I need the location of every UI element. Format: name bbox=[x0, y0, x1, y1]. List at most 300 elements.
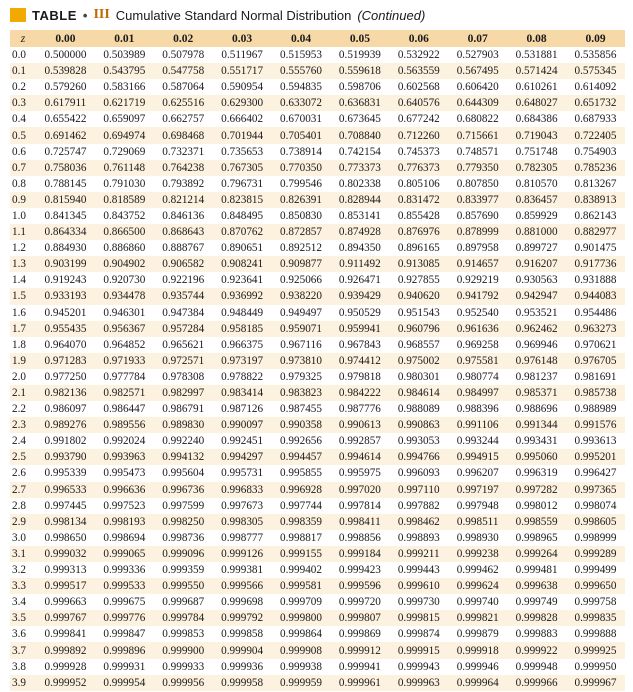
probability-cell: 0.996736 bbox=[162, 483, 205, 496]
probability-cell: 0.625516 bbox=[162, 97, 205, 110]
probability-cell: 0.892512 bbox=[280, 242, 322, 255]
probability-cell: 0.818589 bbox=[103, 193, 146, 206]
probability-cell: 0.999912 bbox=[338, 644, 381, 657]
probability-cell: 0.999883 bbox=[515, 628, 558, 641]
probability-cell: 0.998411 bbox=[339, 515, 381, 528]
probability-cell: 0.836457 bbox=[515, 193, 558, 206]
probability-cell: 0.999381 bbox=[221, 564, 264, 577]
probability-cell: 0.982571 bbox=[103, 387, 146, 400]
probability-cell: 0.751748 bbox=[515, 145, 558, 158]
z-value-cell: 2.0 bbox=[12, 370, 26, 383]
table-row bbox=[10, 369, 625, 385]
probability-cell: 0.888767 bbox=[162, 242, 205, 255]
probability-cell: 0.986447 bbox=[103, 403, 146, 416]
probability-cell: 0.936992 bbox=[221, 290, 264, 303]
probability-cell: 0.810570 bbox=[515, 177, 558, 190]
probability-cell: 0.990863 bbox=[397, 419, 440, 432]
probability-cell: 0.999950 bbox=[574, 660, 617, 673]
probability-cell: 0.959941 bbox=[338, 322, 381, 335]
column-header: 0.02 bbox=[173, 32, 194, 45]
probability-cell: 0.967116 bbox=[280, 338, 322, 351]
probability-cell: 0.527903 bbox=[456, 49, 499, 62]
probability-cell: 0.567495 bbox=[456, 65, 499, 78]
title-marker-square bbox=[10, 8, 26, 22]
probability-cell: 0.938220 bbox=[280, 290, 322, 303]
probability-cell: 0.997365 bbox=[574, 483, 617, 496]
z-value-cell: 0.4 bbox=[12, 113, 26, 126]
probability-cell: 0.997110 bbox=[398, 483, 440, 496]
column-header: 0.04 bbox=[290, 32, 312, 45]
probability-cell: 0.698468 bbox=[162, 129, 205, 142]
z-value-cell: 2.5 bbox=[12, 451, 26, 464]
table-row bbox=[10, 208, 625, 224]
probability-cell: 0.995731 bbox=[221, 467, 264, 480]
z-value-cell: 2.1 bbox=[12, 387, 26, 400]
probability-cell: 0.823815 bbox=[221, 193, 264, 206]
probability-cell: 0.966375 bbox=[221, 338, 264, 351]
probability-cell: 0.977250 bbox=[44, 370, 87, 383]
probability-cell: 0.719043 bbox=[515, 129, 558, 142]
probability-cell: 0.729069 bbox=[103, 145, 146, 158]
table-row bbox=[10, 144, 625, 160]
z-value-cell: 2.3 bbox=[12, 419, 26, 432]
probability-cell: 0.725747 bbox=[44, 145, 87, 158]
probability-cell: 0.999874 bbox=[397, 628, 440, 641]
probability-cell: 0.987776 bbox=[338, 403, 381, 416]
probability-cell: 0.999967 bbox=[574, 676, 617, 689]
probability-cell: 0.826391 bbox=[280, 193, 322, 206]
z-value-cell: 2.4 bbox=[12, 435, 26, 448]
probability-cell: 0.999959 bbox=[280, 676, 322, 689]
probability-cell: 0.999918 bbox=[456, 644, 499, 657]
probability-cell: 0.909877 bbox=[280, 258, 322, 271]
probability-cell: 0.984222 bbox=[338, 387, 381, 400]
probability-cell: 0.999443 bbox=[397, 564, 440, 577]
header-row bbox=[10, 30, 625, 47]
probability-cell: 0.694974 bbox=[103, 129, 146, 142]
probability-cell: 0.999904 bbox=[221, 644, 264, 657]
table-row bbox=[10, 385, 625, 401]
table-row bbox=[10, 305, 625, 321]
probability-cell: 0.531881 bbox=[515, 49, 558, 62]
probability-cell: 0.997673 bbox=[221, 499, 264, 512]
probability-cell: 0.648027 bbox=[515, 97, 558, 110]
probability-cell: 0.796731 bbox=[221, 177, 264, 190]
probability-cell: 0.999238 bbox=[456, 547, 499, 560]
probability-cell: 0.828944 bbox=[338, 193, 381, 206]
z-value-cell: 0.0 bbox=[12, 49, 26, 62]
probability-cell: 0.999858 bbox=[221, 628, 264, 641]
probability-cell: 0.802338 bbox=[338, 177, 381, 190]
probability-cell: 0.785236 bbox=[574, 161, 617, 174]
probability-cell: 0.992240 bbox=[162, 435, 205, 448]
probability-cell: 0.967843 bbox=[338, 338, 381, 351]
probability-cell: 0.999720 bbox=[338, 596, 381, 609]
probability-cell: 0.999462 bbox=[456, 564, 499, 577]
probability-cell: 0.961636 bbox=[456, 322, 499, 335]
column-header-z: z bbox=[20, 32, 26, 45]
probability-cell: 0.997814 bbox=[338, 499, 381, 512]
probability-cell: 0.997020 bbox=[338, 483, 381, 496]
probability-cell: 0.975581 bbox=[456, 354, 499, 367]
probability-cell: 0.972571 bbox=[162, 354, 205, 367]
probability-cell: 0.515953 bbox=[280, 49, 322, 62]
probability-cell: 0.959071 bbox=[280, 322, 322, 335]
probability-cell: 0.980301 bbox=[397, 370, 440, 383]
probability-cell: 0.999096 bbox=[162, 547, 205, 560]
probability-cell: 0.983414 bbox=[221, 387, 264, 400]
probability-cell: 0.982997 bbox=[162, 387, 205, 400]
table-row bbox=[10, 272, 625, 288]
probability-cell: 0.926471 bbox=[338, 274, 381, 287]
probability-cell: 0.998511 bbox=[456, 515, 499, 528]
probability-cell: 0.805106 bbox=[397, 177, 440, 190]
probability-cell: 0.855428 bbox=[397, 209, 440, 222]
probability-cell: 0.831472 bbox=[397, 193, 440, 206]
probability-cell: 0.799546 bbox=[280, 177, 322, 190]
probability-cell: 0.993613 bbox=[574, 435, 617, 448]
probability-cell: 0.998694 bbox=[103, 531, 146, 544]
probability-cell: 0.999847 bbox=[103, 628, 146, 641]
probability-cell: 0.997948 bbox=[456, 499, 499, 512]
probability-cell: 0.999758 bbox=[574, 596, 617, 609]
probability-cell: 0.997599 bbox=[162, 499, 205, 512]
probability-cell: 0.999896 bbox=[103, 644, 146, 657]
probability-cell: 0.999550 bbox=[162, 580, 205, 593]
probability-cell: 0.993244 bbox=[456, 435, 499, 448]
probability-cell: 0.754903 bbox=[574, 145, 617, 158]
probability-cell: 0.999922 bbox=[515, 644, 558, 657]
probability-cell: 0.969258 bbox=[456, 338, 499, 351]
probability-cell: 0.712260 bbox=[397, 129, 440, 142]
probability-cell: 0.519939 bbox=[338, 49, 381, 62]
probability-cell: 0.922196 bbox=[162, 274, 205, 287]
table-row bbox=[10, 465, 625, 481]
probability-cell: 0.614092 bbox=[574, 81, 617, 94]
table-row bbox=[10, 256, 625, 272]
probability-cell: 0.640576 bbox=[397, 97, 440, 110]
probability-cell: 0.782305 bbox=[515, 161, 558, 174]
probability-cell: 0.998893 bbox=[397, 531, 440, 544]
probability-cell: 0.993053 bbox=[397, 435, 440, 448]
probability-cell: 0.949497 bbox=[280, 306, 322, 319]
probability-cell: 0.976705 bbox=[574, 354, 617, 367]
table-row bbox=[10, 63, 625, 79]
table-row bbox=[10, 546, 625, 562]
probability-cell: 0.841345 bbox=[44, 209, 87, 222]
probability-cell: 0.705401 bbox=[280, 129, 322, 142]
probability-cell: 0.974412 bbox=[338, 354, 381, 367]
probability-cell: 0.999952 bbox=[44, 676, 87, 689]
probability-cell: 0.941792 bbox=[456, 290, 499, 303]
probability-cell: 0.507978 bbox=[162, 49, 205, 62]
probability-cell: 0.953521 bbox=[515, 306, 558, 319]
probability-cell: 0.732371 bbox=[162, 145, 205, 158]
table-row bbox=[10, 160, 625, 176]
probability-cell: 0.964070 bbox=[44, 338, 87, 351]
probability-cell: 0.655422 bbox=[44, 113, 87, 126]
z-value-cell: 0.1 bbox=[12, 65, 26, 78]
probability-cell: 0.999184 bbox=[338, 547, 381, 560]
probability-cell: 0.670031 bbox=[280, 113, 322, 126]
probability-cell: 0.999596 bbox=[338, 580, 381, 593]
probability-cell: 0.996319 bbox=[515, 467, 558, 480]
probability-cell: 0.995975 bbox=[338, 467, 381, 480]
z-value-cell: 3.7 bbox=[12, 644, 26, 657]
probability-cell: 0.850830 bbox=[280, 209, 322, 222]
probability-cell: 0.994915 bbox=[456, 451, 499, 464]
probability-cell: 0.977784 bbox=[103, 370, 146, 383]
probability-cell: 0.738914 bbox=[280, 145, 322, 158]
probability-cell: 0.999946 bbox=[456, 660, 499, 673]
probability-cell: 0.990358 bbox=[280, 419, 322, 432]
probability-cell: 0.999928 bbox=[44, 660, 87, 673]
z-value-cell: 0.9 bbox=[12, 193, 26, 206]
probability-cell: 0.992656 bbox=[280, 435, 322, 448]
probability-cell: 0.999908 bbox=[280, 644, 322, 657]
probability-cell: 0.999624 bbox=[456, 580, 499, 593]
probability-cell: 0.964852 bbox=[103, 338, 146, 351]
probability-cell: 0.903199 bbox=[44, 258, 87, 271]
probability-cell: 0.748571 bbox=[456, 145, 499, 158]
table-row bbox=[10, 449, 625, 465]
table-row bbox=[10, 562, 625, 578]
probability-cell: 0.996093 bbox=[397, 467, 440, 480]
probability-cell: 0.979325 bbox=[280, 370, 322, 383]
probability-cell: 0.999888 bbox=[574, 628, 617, 641]
probability-cell: 0.874928 bbox=[338, 226, 381, 239]
probability-cell: 0.881000 bbox=[515, 226, 558, 239]
table-row bbox=[10, 659, 625, 675]
z-value-cell: 2.6 bbox=[12, 467, 26, 480]
probability-cell: 0.999915 bbox=[397, 644, 440, 657]
probability-cell: 0.911492 bbox=[339, 258, 381, 271]
table-row bbox=[10, 224, 625, 240]
probability-cell: 0.917736 bbox=[574, 258, 617, 271]
probability-cell: 0.999740 bbox=[456, 596, 499, 609]
probability-cell: 0.944083 bbox=[574, 290, 617, 303]
probability-cell: 0.999650 bbox=[574, 580, 617, 593]
probability-cell: 0.984997 bbox=[456, 387, 499, 400]
probability-cell: 0.965621 bbox=[162, 338, 205, 351]
probability-cell: 0.684386 bbox=[515, 113, 558, 126]
table-row bbox=[10, 95, 625, 111]
z-value-cell: 2.2 bbox=[12, 403, 26, 416]
probability-cell: 0.999065 bbox=[103, 547, 146, 560]
table-row bbox=[10, 176, 625, 192]
probability-cell: 0.927855 bbox=[397, 274, 440, 287]
probability-cell: 0.981691 bbox=[574, 370, 617, 383]
probability-cell: 0.575345 bbox=[574, 65, 617, 78]
probability-cell: 0.997523 bbox=[103, 499, 146, 512]
probability-cell: 0.999938 bbox=[280, 660, 322, 673]
probability-cell: 0.960796 bbox=[397, 322, 440, 335]
probability-cell: 0.963273 bbox=[574, 322, 617, 335]
probability-cell: 0.998965 bbox=[515, 531, 558, 544]
probability-cell: 0.994297 bbox=[221, 451, 264, 464]
probability-cell: 0.999933 bbox=[162, 660, 205, 673]
z-value-cell: 1.5 bbox=[12, 290, 26, 303]
probability-cell: 0.950529 bbox=[338, 306, 381, 319]
probability-cell: 0.876976 bbox=[397, 226, 440, 239]
probability-cell: 0.996928 bbox=[280, 483, 322, 496]
probability-cell: 0.715661 bbox=[456, 129, 499, 142]
probability-cell: 0.882977 bbox=[574, 226, 617, 239]
probability-cell: 0.857690 bbox=[456, 209, 499, 222]
probability-cell: 0.999956 bbox=[162, 676, 205, 689]
probability-cell: 0.998999 bbox=[574, 531, 617, 544]
probability-cell: 0.996427 bbox=[574, 467, 617, 480]
probability-cell: 0.846136 bbox=[162, 209, 205, 222]
table-row bbox=[10, 530, 625, 546]
table-row bbox=[10, 337, 625, 353]
probability-cell: 0.999869 bbox=[338, 628, 381, 641]
probability-cell: 0.971283 bbox=[44, 354, 87, 367]
probability-cell: 0.998930 bbox=[456, 531, 499, 544]
probability-cell: 0.999828 bbox=[515, 612, 558, 625]
probability-cell: 0.532922 bbox=[397, 49, 440, 62]
probability-cell: 0.848495 bbox=[221, 209, 264, 222]
column-header: 0.05 bbox=[349, 32, 370, 45]
probability-cell: 0.988089 bbox=[397, 403, 440, 416]
z-value-cell: 0.8 bbox=[12, 177, 26, 190]
probability-cell: 0.998817 bbox=[280, 531, 322, 544]
probability-cell: 0.986097 bbox=[44, 403, 87, 416]
probability-cell: 0.791030 bbox=[103, 177, 146, 190]
z-value-cell: 2.7 bbox=[12, 483, 26, 496]
probability-cell: 0.999835 bbox=[574, 612, 617, 625]
z-value-cell: 1.9 bbox=[12, 354, 26, 367]
probability-cell: 0.999954 bbox=[103, 676, 146, 689]
probability-cell: 0.864334 bbox=[44, 226, 87, 239]
probability-cell: 0.999638 bbox=[515, 580, 558, 593]
probability-cell: 0.680822 bbox=[456, 113, 499, 126]
table-row bbox=[10, 401, 625, 417]
probability-cell: 0.539828 bbox=[44, 65, 87, 78]
table-title bbox=[10, 4, 625, 26]
probability-cell: 0.998074 bbox=[574, 499, 617, 512]
probability-cell: 0.956367 bbox=[103, 322, 146, 335]
probability-cell: 0.919243 bbox=[44, 274, 87, 287]
probability-cell: 0.981237 bbox=[515, 370, 558, 383]
probability-cell: 0.992024 bbox=[103, 435, 146, 448]
probability-cell: 0.998736 bbox=[162, 531, 205, 544]
probability-cell: 0.563559 bbox=[397, 65, 440, 78]
probability-cell: 0.998305 bbox=[221, 515, 264, 528]
probability-cell: 0.913085 bbox=[397, 258, 440, 271]
probability-cell: 0.989830 bbox=[162, 419, 205, 432]
probability-cell: 0.925066 bbox=[280, 274, 322, 287]
probability-cell: 0.979818 bbox=[338, 370, 381, 383]
probability-cell: 0.970621 bbox=[574, 338, 617, 351]
probability-cell: 0.894350 bbox=[338, 242, 381, 255]
probability-cell: 0.999687 bbox=[162, 596, 205, 609]
probability-cell: 0.973810 bbox=[280, 354, 322, 367]
probability-cell: 0.999663 bbox=[44, 596, 87, 609]
probability-cell: 0.708840 bbox=[338, 129, 381, 142]
probability-cell: 0.996533 bbox=[44, 483, 87, 496]
z-value-cell: 3.4 bbox=[12, 596, 26, 609]
probability-cell: 0.982136 bbox=[44, 387, 87, 400]
probability-cell: 0.997282 bbox=[515, 483, 558, 496]
probability-cell: 0.987126 bbox=[221, 403, 264, 416]
title-separator: • bbox=[82, 7, 88, 23]
z-value-cell: 3.1 bbox=[12, 547, 26, 560]
probability-cell: 0.994132 bbox=[162, 451, 205, 464]
probability-cell: 0.996833 bbox=[221, 483, 264, 496]
probability-cell: 0.957284 bbox=[162, 322, 205, 335]
probability-cell: 0.990613 bbox=[338, 419, 381, 432]
probability-cell: 0.901475 bbox=[574, 242, 617, 255]
probability-cell: 0.992451 bbox=[221, 435, 264, 448]
probability-cell: 0.908241 bbox=[221, 258, 264, 271]
probability-cell: 0.606420 bbox=[456, 81, 499, 94]
z-value-cell: 1.2 bbox=[12, 242, 26, 255]
table-row bbox=[10, 353, 625, 369]
probability-cell: 0.503989 bbox=[103, 49, 146, 62]
probability-cell: 0.890651 bbox=[221, 242, 264, 255]
probability-cell: 0.999481 bbox=[515, 564, 558, 577]
probability-cell: 0.991802 bbox=[44, 435, 87, 448]
probability-cell: 0.559618 bbox=[338, 65, 381, 78]
probability-cell: 0.813267 bbox=[574, 177, 617, 190]
probability-cell: 0.999958 bbox=[221, 676, 264, 689]
probability-cell: 0.984614 bbox=[397, 387, 440, 400]
probability-cell: 0.947384 bbox=[162, 306, 205, 319]
probability-cell: 0.999359 bbox=[162, 564, 205, 577]
probability-cell: 0.999776 bbox=[103, 612, 146, 625]
probability-cell: 0.999313 bbox=[44, 564, 87, 577]
table-row bbox=[10, 417, 625, 433]
probability-cell: 0.985371 bbox=[515, 387, 558, 400]
probability-cell: 0.659097 bbox=[103, 113, 146, 126]
probability-cell: 0.916207 bbox=[515, 258, 558, 271]
probability-cell: 0.758036 bbox=[44, 161, 87, 174]
probability-cell: 0.978822 bbox=[221, 370, 264, 383]
probability-cell: 0.587064 bbox=[162, 81, 205, 94]
probability-cell: 0.998650 bbox=[44, 531, 87, 544]
z-value-cell: 0.3 bbox=[12, 97, 26, 110]
probability-cell: 0.998012 bbox=[515, 499, 558, 512]
table-row bbox=[10, 192, 625, 208]
probability-cell: 0.821214 bbox=[162, 193, 205, 206]
probability-cell: 0.701944 bbox=[221, 129, 264, 142]
probability-cell: 0.598706 bbox=[338, 81, 381, 94]
probability-cell: 0.677242 bbox=[397, 113, 440, 126]
probability-cell: 0.999126 bbox=[221, 547, 264, 560]
probability-cell: 0.993431 bbox=[515, 435, 558, 448]
normal-distribution-table bbox=[10, 30, 625, 691]
z-value-cell: 2.9 bbox=[12, 515, 26, 528]
column-header: 0.07 bbox=[467, 32, 488, 45]
probability-cell: 0.989276 bbox=[44, 419, 87, 432]
probability-cell: 0.500000 bbox=[44, 49, 87, 62]
probability-cell: 0.999966 bbox=[515, 676, 558, 689]
title-continued: (Continued) bbox=[357, 7, 426, 23]
probability-cell: 0.594835 bbox=[280, 81, 322, 94]
probability-cell: 0.958185 bbox=[221, 322, 264, 335]
probability-cell: 0.999821 bbox=[456, 612, 499, 625]
probability-cell: 0.776373 bbox=[397, 161, 440, 174]
z-value-cell: 1.8 bbox=[12, 338, 26, 351]
probability-cell: 0.807850 bbox=[456, 177, 499, 190]
probability-cell: 0.988396 bbox=[456, 403, 499, 416]
probability-cell: 0.920730 bbox=[103, 274, 146, 287]
probability-cell: 0.994766 bbox=[397, 451, 440, 464]
probability-cell: 0.764238 bbox=[162, 161, 205, 174]
probability-cell: 0.838913 bbox=[574, 193, 617, 206]
probability-cell: 0.999925 bbox=[574, 644, 617, 657]
